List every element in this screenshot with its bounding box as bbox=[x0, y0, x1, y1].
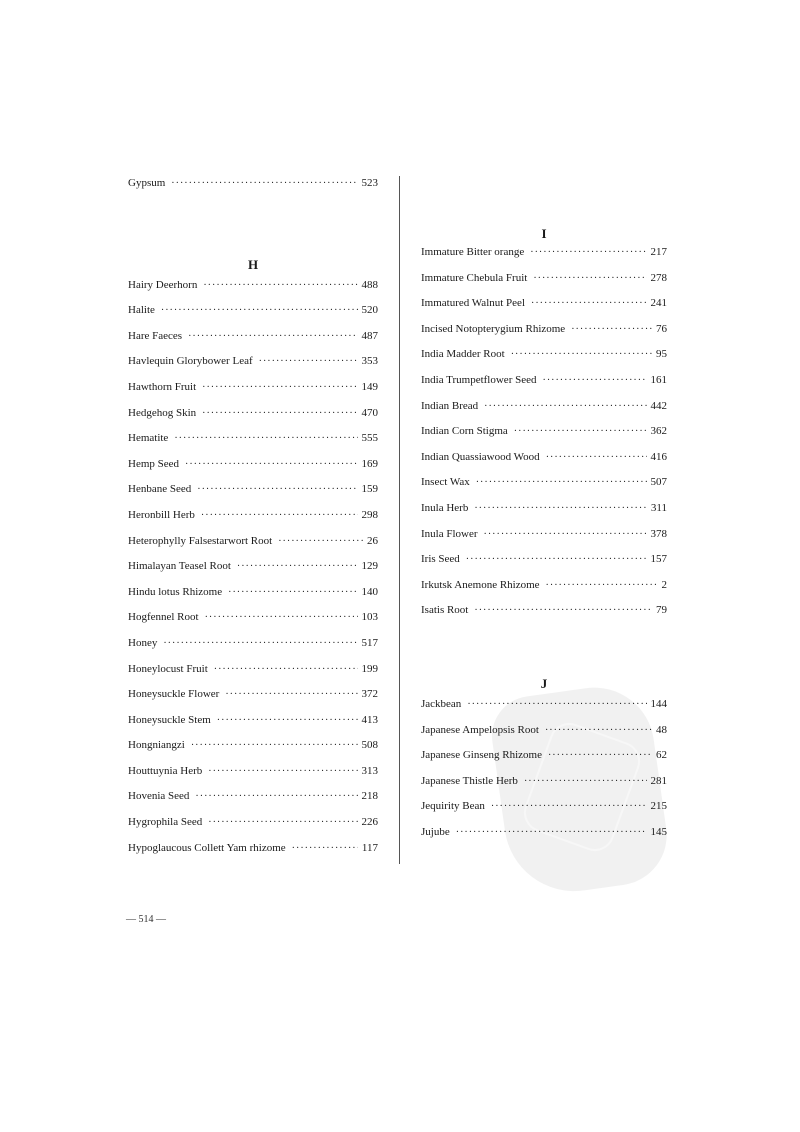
entry-page: 157 bbox=[650, 553, 667, 566]
entry-term: Heronbill Herb bbox=[128, 508, 195, 521]
section-h-list bbox=[128, 279, 378, 868]
entry-term: Immatured Walnut Peel bbox=[421, 297, 525, 310]
index-entry bbox=[128, 688, 378, 714]
index-entry bbox=[128, 637, 378, 663]
entry-page: 517 bbox=[361, 636, 378, 649]
entry-page: 413 bbox=[361, 713, 378, 726]
index-entry bbox=[421, 826, 667, 852]
index-entry bbox=[128, 330, 378, 356]
entry-page: 144 bbox=[650, 697, 667, 710]
dot-leader bbox=[195, 791, 357, 802]
dot-leader bbox=[511, 349, 652, 360]
dot-leader bbox=[466, 554, 647, 565]
dot-leader bbox=[533, 273, 646, 284]
entry-term: Japanese Thistle Herb bbox=[421, 774, 518, 787]
index-entry bbox=[421, 698, 667, 724]
dot-leader bbox=[456, 827, 647, 838]
dot-leader bbox=[531, 298, 647, 309]
index-entry bbox=[128, 535, 378, 561]
index-entry bbox=[421, 246, 667, 272]
index-entry bbox=[421, 425, 667, 451]
entry-term: Jackbean bbox=[421, 697, 462, 710]
left-column bbox=[128, 177, 378, 867]
dot-leader bbox=[524, 776, 647, 787]
entry-page: 372 bbox=[361, 688, 378, 701]
column-divider bbox=[399, 176, 400, 864]
section-j-list bbox=[421, 698, 667, 852]
index-entry bbox=[128, 304, 378, 330]
dot-leader bbox=[225, 689, 357, 700]
index-entry bbox=[421, 476, 667, 502]
entry-term: Inula Flower bbox=[421, 527, 478, 540]
entry-page: 470 bbox=[361, 406, 378, 419]
index-entry bbox=[421, 297, 667, 323]
dot-leader bbox=[514, 426, 647, 437]
dot-leader bbox=[174, 433, 357, 444]
entry-term: Jequirity Bean bbox=[421, 800, 485, 813]
entry-term: Honeysuckle Flower bbox=[128, 688, 220, 701]
entry-page: 218 bbox=[361, 790, 378, 803]
page-number: — 514 — bbox=[126, 914, 166, 925]
entry-term: Indian Bread bbox=[421, 399, 479, 412]
entry-term: Hairy Deerhorn bbox=[128, 278, 198, 291]
index-entry bbox=[421, 724, 667, 750]
entry-page: 149 bbox=[361, 380, 378, 393]
entry-page: 48 bbox=[656, 723, 667, 736]
entry-page: 140 bbox=[361, 585, 378, 598]
entry-page: 103 bbox=[361, 611, 378, 624]
entry-page: 95 bbox=[656, 348, 667, 361]
dot-leader bbox=[278, 536, 363, 547]
dot-leader bbox=[203, 280, 357, 291]
index-entry bbox=[128, 586, 378, 612]
index-entry bbox=[128, 739, 378, 765]
entry-page: 298 bbox=[361, 508, 378, 521]
index-entry bbox=[128, 663, 378, 689]
entry-page: 241 bbox=[650, 297, 667, 310]
entry-term: India Madder Root bbox=[421, 348, 505, 361]
index-entry bbox=[421, 579, 667, 605]
entry-page: 2 bbox=[661, 578, 667, 591]
entry-term: Hematite bbox=[128, 432, 169, 445]
entry-page: 378 bbox=[650, 527, 667, 540]
entry-term: Hypoglaucous Collett Yam rhizome bbox=[128, 841, 286, 854]
dot-leader bbox=[201, 510, 358, 521]
entry-term: Indian Quassiawood Wood bbox=[421, 450, 540, 463]
index-entry bbox=[128, 279, 378, 305]
dot-leader bbox=[545, 725, 652, 736]
entry-page: 416 bbox=[650, 450, 667, 463]
dot-leader bbox=[484, 529, 647, 540]
entry-term: Insect Wax bbox=[421, 476, 470, 489]
section-i-list bbox=[421, 246, 667, 630]
entry-page: 442 bbox=[650, 399, 667, 412]
entry-page: 278 bbox=[650, 271, 667, 284]
index-entry bbox=[421, 528, 667, 554]
entry-page: 159 bbox=[361, 483, 378, 496]
dot-leader bbox=[259, 356, 358, 367]
index-entry bbox=[421, 272, 667, 298]
entry-term: Immature Chebula Fruit bbox=[421, 271, 528, 284]
index-entry bbox=[421, 604, 667, 630]
index-entry bbox=[128, 560, 378, 586]
entry-page: 507 bbox=[650, 476, 667, 489]
entry-page: 488 bbox=[361, 278, 378, 291]
dot-leader bbox=[484, 401, 646, 412]
entry-page: 520 bbox=[361, 304, 378, 317]
entry-term: Hongniangzi bbox=[128, 739, 185, 752]
entry-term: Indian Corn Stigma bbox=[421, 425, 508, 438]
dot-leader bbox=[546, 580, 658, 591]
dot-leader bbox=[237, 561, 358, 572]
dot-leader bbox=[571, 324, 652, 335]
index-entry bbox=[128, 790, 378, 816]
entry-term: Hawthorn Fruit bbox=[128, 380, 197, 393]
dot-leader bbox=[202, 382, 357, 393]
entry-term: Hemp Seed bbox=[128, 457, 180, 470]
dot-leader bbox=[208, 817, 357, 828]
dot-leader bbox=[214, 664, 358, 675]
dot-leader bbox=[197, 484, 357, 495]
entry-term: Halite bbox=[128, 304, 155, 317]
index-entry bbox=[128, 432, 378, 458]
entry-term: Hogfennel Root bbox=[128, 611, 199, 624]
entry-term: Hare Faeces bbox=[128, 329, 183, 342]
entry-term: Isatis Root bbox=[421, 604, 469, 617]
entry-term: Irkutsk Anemone Rhizome bbox=[421, 578, 540, 591]
index-entry bbox=[421, 348, 667, 374]
entry-term: Incised Notopterygium Rhizome bbox=[421, 322, 566, 335]
entry-page: 215 bbox=[650, 800, 667, 813]
right-column bbox=[421, 224, 667, 851]
index-entry bbox=[421, 451, 667, 477]
dot-leader bbox=[217, 715, 358, 726]
entry-page: 26 bbox=[367, 534, 378, 547]
entry-page: 117 bbox=[361, 841, 378, 854]
index-entry bbox=[421, 775, 667, 801]
entry-page: 311 bbox=[650, 501, 667, 514]
entry-term: Houttuynia Herb bbox=[128, 764, 203, 777]
entry-term: Honeysuckle Stem bbox=[128, 713, 211, 726]
entry-term: Henbane Seed bbox=[128, 483, 192, 496]
dot-leader bbox=[546, 452, 647, 463]
entry-page: 161 bbox=[650, 373, 667, 386]
entry-term: Hygrophila Seed bbox=[128, 816, 203, 829]
index-entry bbox=[421, 400, 667, 426]
entry-page: 62 bbox=[656, 749, 667, 762]
dot-leader bbox=[208, 766, 357, 777]
dot-leader bbox=[163, 638, 357, 649]
entry-page: 523 bbox=[361, 177, 378, 189]
entry-page: 226 bbox=[361, 816, 378, 829]
entry-term: Jujube bbox=[421, 825, 450, 838]
section-letter-i: I bbox=[541, 226, 547, 241]
entry-page: 487 bbox=[361, 329, 378, 342]
entry-term: Japanese Ginseng Rhizome bbox=[421, 749, 542, 762]
index-entry bbox=[128, 458, 378, 484]
dot-leader bbox=[474, 503, 647, 514]
index-entry bbox=[421, 800, 667, 826]
index-entry bbox=[421, 374, 667, 400]
index-entry bbox=[128, 714, 378, 740]
index-entry bbox=[128, 407, 378, 433]
index-entry bbox=[128, 816, 378, 842]
dot-leader bbox=[476, 477, 647, 488]
entry-page: 362 bbox=[650, 425, 667, 438]
dot-leader bbox=[467, 699, 646, 710]
entry-page: 145 bbox=[650, 825, 667, 838]
dot-leader bbox=[191, 740, 358, 751]
entry-page: 353 bbox=[361, 355, 378, 368]
entry-term: Inula Herb bbox=[421, 501, 469, 514]
index-entry bbox=[128, 842, 378, 868]
dot-leader bbox=[474, 605, 652, 616]
entry-term: Hovenia Seed bbox=[128, 790, 190, 803]
entry-page: 79 bbox=[656, 604, 667, 617]
index-entry bbox=[128, 355, 378, 381]
dot-leader bbox=[205, 612, 358, 623]
index-entry bbox=[128, 483, 378, 509]
entry-term: Honeylocust Fruit bbox=[128, 662, 208, 675]
dot-leader bbox=[292, 843, 358, 854]
index-entry bbox=[128, 509, 378, 535]
entry-term: Himalayan Teasel Root bbox=[128, 560, 231, 573]
index-entry bbox=[421, 553, 667, 579]
index-entry bbox=[421, 502, 667, 528]
entry-term: Hindu lotus Rhizome bbox=[128, 585, 223, 598]
entry-page: 281 bbox=[650, 774, 667, 787]
entry-term: Honey bbox=[128, 636, 158, 649]
entry-term: Iris Seed bbox=[421, 553, 460, 566]
entry-page: 199 bbox=[361, 662, 378, 675]
dot-leader bbox=[161, 305, 358, 316]
index-entry bbox=[128, 381, 378, 407]
dot-leader bbox=[171, 178, 357, 189]
entry-page: 76 bbox=[656, 322, 667, 335]
dot-leader bbox=[548, 750, 652, 761]
index-entry bbox=[421, 323, 667, 349]
entry-page: 129 bbox=[361, 560, 378, 573]
entry-term: Immature Bitter orange bbox=[421, 246, 525, 258]
entry-term: Gypsum bbox=[128, 177, 166, 189]
section-letter-h: H bbox=[247, 256, 259, 272]
entry-page: 313 bbox=[361, 764, 378, 777]
dot-leader bbox=[491, 801, 647, 812]
entry-page: 169 bbox=[361, 457, 378, 470]
index-entry bbox=[128, 765, 378, 791]
entry-term: Japanese Ampelopsis Root bbox=[421, 723, 539, 736]
entry-term: Heterophylly Falsestarwort Root bbox=[128, 534, 273, 547]
dot-leader bbox=[542, 375, 646, 386]
dot-leader bbox=[202, 408, 357, 419]
dot-leader bbox=[185, 459, 357, 470]
entry-page: 555 bbox=[361, 432, 378, 445]
entry-page: 217 bbox=[650, 246, 667, 258]
entry-page: 508 bbox=[361, 739, 378, 752]
index-entry bbox=[128, 611, 378, 637]
section-letter-j: J bbox=[540, 675, 548, 691]
entry-term: Havlequin Glorybower Leaf bbox=[128, 355, 253, 368]
index-entry bbox=[421, 749, 667, 775]
dot-leader bbox=[188, 331, 357, 342]
entry-term: India Trumpetflower Seed bbox=[421, 373, 537, 386]
dot-leader bbox=[530, 247, 646, 258]
dot-leader bbox=[228, 587, 357, 598]
entry-term: Hedgehog Skin bbox=[128, 406, 197, 419]
index-entry bbox=[128, 177, 378, 203]
